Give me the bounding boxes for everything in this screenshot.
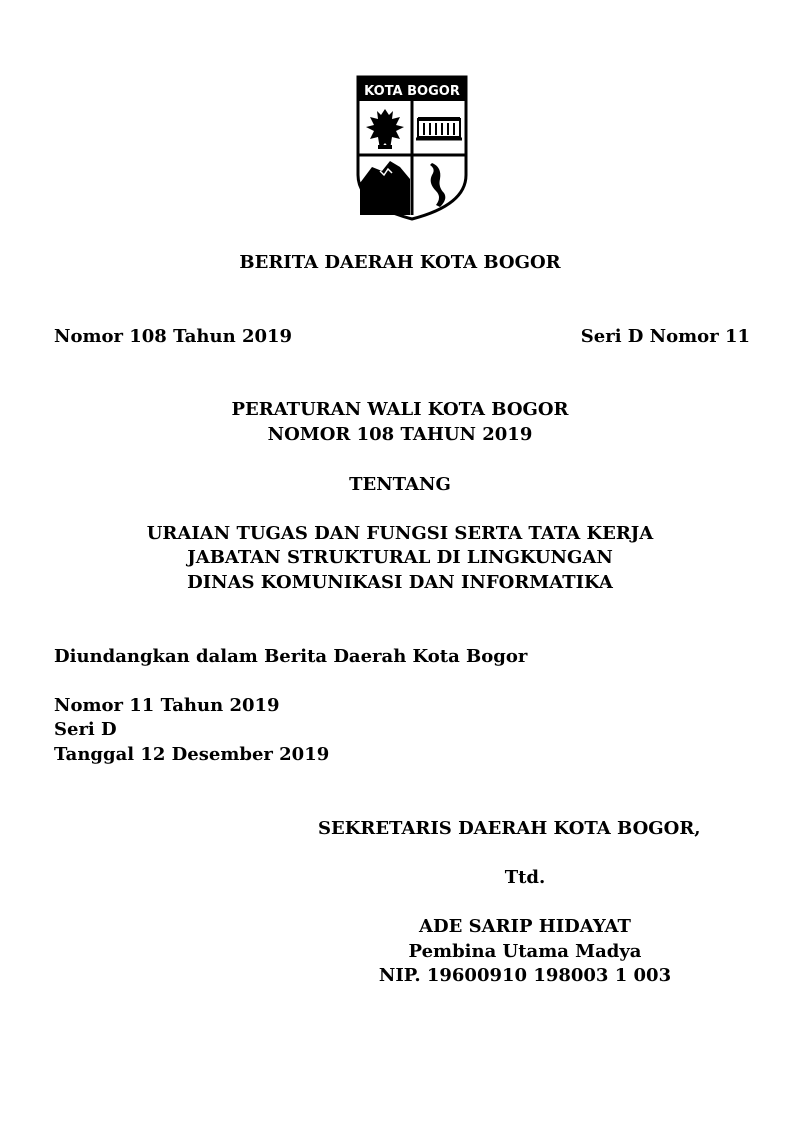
regulation-subject-line: JABATAN STRUKTURAL DI LINGKUNGAN (187, 547, 613, 568)
signed-mark: Ttd. (504, 867, 546, 888)
series-number: Seri D Nomor 11 (580, 326, 750, 347)
promulgation-statement: Diundangkan dalam Berita Daerah Kota Bogor (54, 646, 528, 667)
regulation-subject-line: URAIAN TUGAS DAN FUNGSI SERTA TATA KERJA (146, 523, 654, 544)
signatory-office: SEKRETARIS DAERAH KOTA BOGOR, (318, 818, 701, 839)
signatory-name: ADE SARIP HIDAYAT (419, 916, 631, 937)
signatory-nip: NIP. 19600910 198003 1 003 (378, 965, 672, 986)
signatory-rank: Pembina Utama Madya (408, 941, 642, 962)
publication-number: Nomor 108 Tahun 2019 (54, 326, 293, 347)
emblem-label: KOTA BOGOR (364, 84, 460, 99)
promulgation-number: Nomor 11 Tahun 2019 (54, 695, 280, 716)
regulation-subject-line: DINAS KOMUNIKASI DAN INFORMATIKA (187, 572, 613, 593)
regulation-number: NOMOR 108 TAHUN 2019 (267, 424, 533, 445)
kota-bogor-emblem (356, 75, 468, 221)
regulation-about-label: TENTANG (349, 474, 451, 495)
promulgation-series: Seri D (54, 719, 117, 740)
regulation-title: PERATURAN WALI KOTA BOGOR (231, 399, 569, 420)
promulgation-date: Tanggal 12 Desember 2019 (54, 744, 330, 765)
publication-title: BERITA DAERAH KOTA BOGOR (239, 252, 561, 273)
kota-bogor-coat-of-arms-icon (356, 75, 468, 221)
